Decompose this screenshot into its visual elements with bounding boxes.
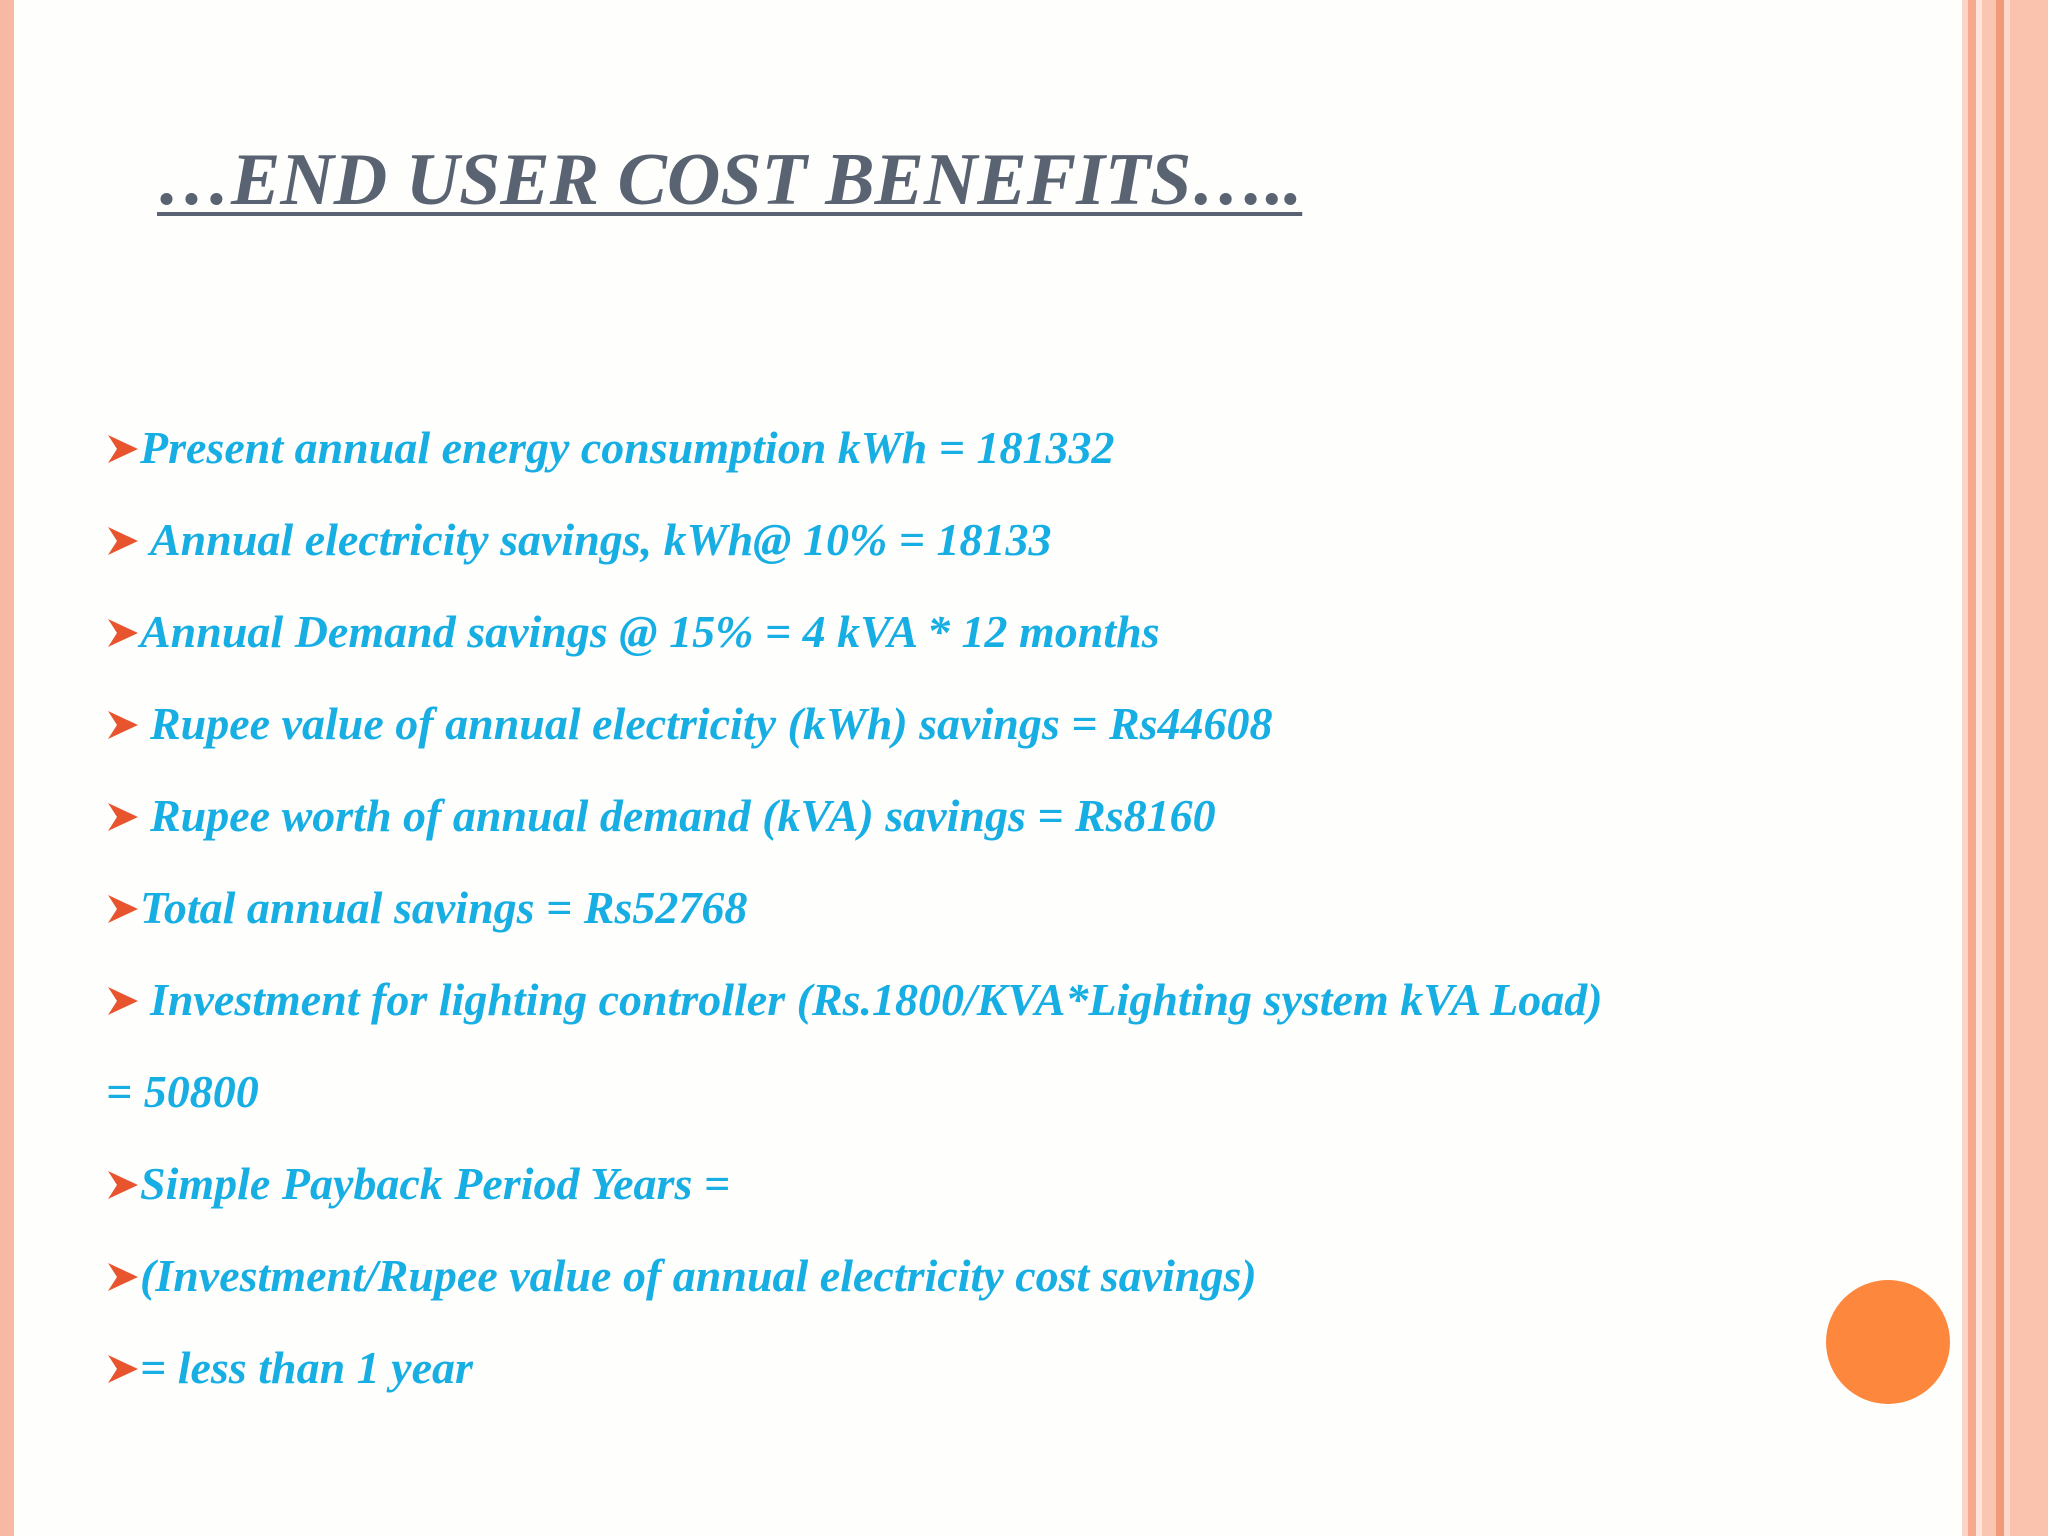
bullet-item [106,415,1603,507]
arrowhead-bullet-icon [106,967,140,1033]
bullet-item [106,1243,1603,1335]
bullet-item [106,599,1603,691]
bullet-text: Annual electricity savings, kWh@ 10% = 18133 [150,514,1052,565]
arrowhead-bullet-icon [106,1335,140,1401]
bullet-text: Simple Payback Period Years = [140,1158,731,1209]
bullet-text: Annual Demand savings @ 15% = 4 kVA * 12 months [140,606,1160,657]
bullet-text: Investment for lighting controller (Rs.1800/KVA*Lighting system kVA Load) [150,974,1603,1025]
bullet-text: (Investment/Rupee value of annual electricity cost savings) [140,1250,1257,1301]
right-border-stripe [1982,0,1996,1536]
bullet-item [106,1059,1603,1151]
arrowhead-bullet-icon [106,507,140,573]
slide-title: …END USER COST BENEFITS….. [157,139,1303,221]
bullet-list [106,415,1603,1427]
bullet-item [106,691,1603,783]
bullet-item [106,1335,1603,1427]
right-border-stripe [1968,0,1976,1536]
arrowhead-bullet-icon [106,875,140,941]
left-border-stripe [0,0,14,1536]
bullet-item [106,875,1603,967]
orange-circle-decoration [1826,1280,1950,1404]
arrowhead-bullet-icon [106,1243,140,1309]
arrowhead-bullet-icon [106,415,140,481]
bullet-item [106,507,1603,599]
bullet-item [106,967,1603,1059]
bullet-text: = 50800 [106,1066,259,1117]
arrowhead-bullet-icon [106,783,140,849]
bullet-text: Total annual savings = Rs52768 [140,882,748,933]
arrowhead-bullet-icon [106,1151,140,1217]
bullet-text: Rupee worth of annual demand (kVA) savings = Rs8160 [150,790,1216,841]
bullet-text: Rupee value of annual electricity (kWh) savings = Rs44608 [150,698,1273,749]
bullet-text: = less than 1 year [140,1342,473,1393]
right-border-stripe [1996,0,2004,1536]
right-border-stripe [2010,0,2048,1536]
arrowhead-bullet-icon [106,691,140,757]
bullet-text: Present annual energy consumption kWh = 181332 [140,422,1115,473]
bullet-item [106,1151,1603,1243]
arrowhead-bullet-icon [106,599,140,665]
bullet-item [106,783,1603,875]
